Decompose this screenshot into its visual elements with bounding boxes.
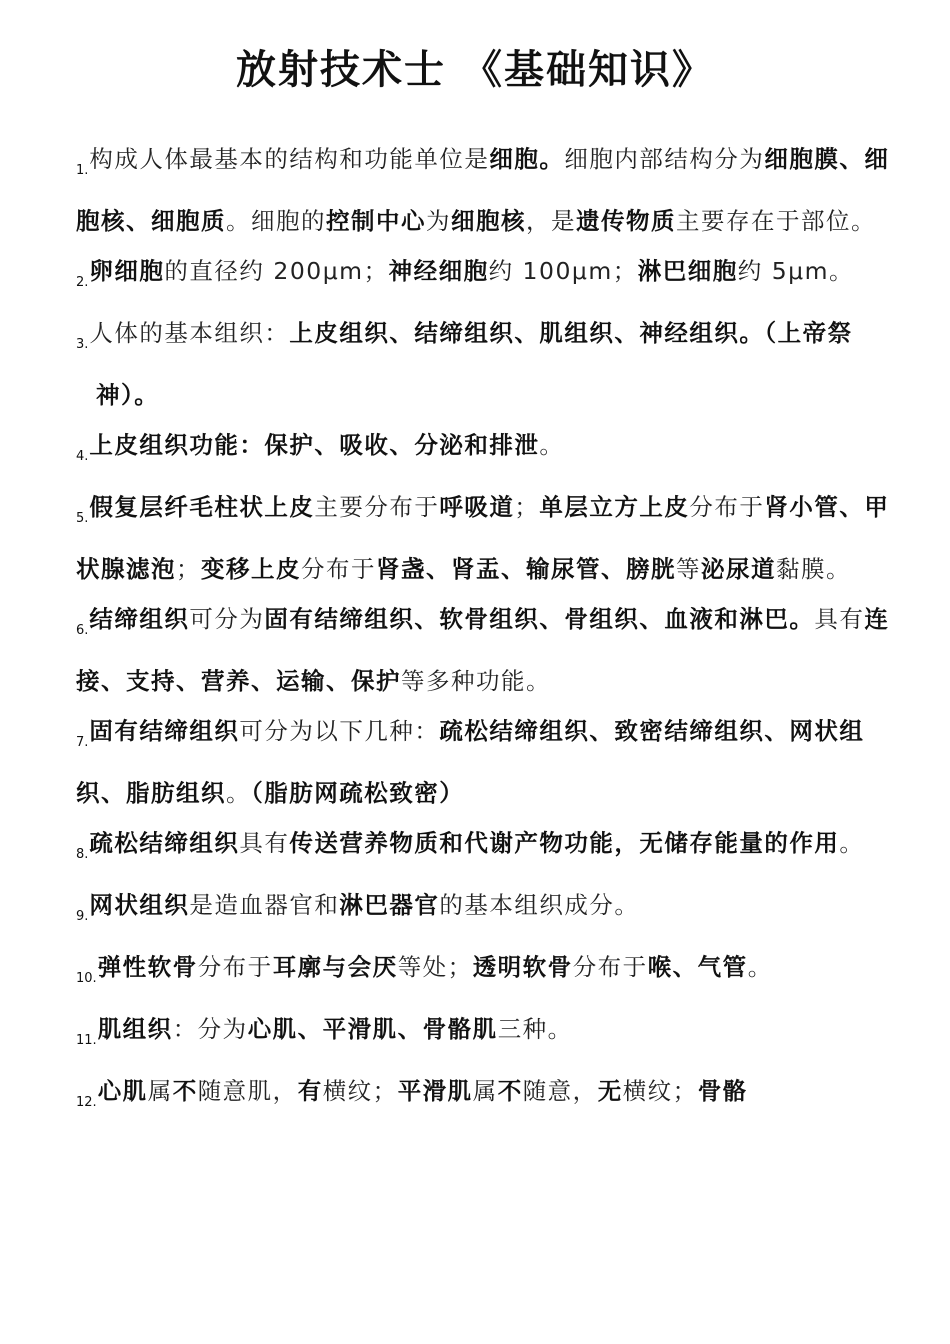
text-segment: 可分为以下几种： — [239, 717, 440, 745]
bold-segment: 不 — [172, 1077, 198, 1105]
text-segment: 可分为 — [189, 605, 265, 633]
text-segment: 。 — [226, 779, 251, 807]
list-item — [76, 1004, 894, 1066]
bold-segment: 上皮组织、结缔组织、肌组织、神经组织。（上帝祭神）。 — [96, 319, 853, 409]
bold-segment: 卵细胞 — [89, 257, 165, 285]
text-segment: 为 — [426, 207, 451, 235]
bold-segment: 泌尿道 — [701, 555, 776, 583]
text-segment: 。 — [539, 431, 565, 459]
list-item — [76, 1066, 894, 1128]
text-segment: 人体的基本组织： — [89, 319, 290, 347]
text-segment: 是造血器官和 — [189, 891, 340, 919]
bold-segment: 细胞核 — [451, 207, 526, 235]
text-segment: ：分为 — [172, 1015, 248, 1043]
item-text — [76, 145, 889, 235]
bold-segment: 肾盏、肾盂、输尿管、膀胱 — [376, 555, 676, 583]
list-item — [76, 134, 894, 246]
document-body — [76, 134, 894, 1128]
text-segment: 细胞内部结构分为 — [564, 145, 765, 173]
document-title: 放射技术士 《基础知识》 — [236, 47, 714, 93]
text-segment: 分布于 — [572, 953, 648, 981]
bold-segment: （脂肪网疏松致密） — [251, 779, 465, 807]
text-segment: 主要存在于部位。 — [676, 207, 876, 235]
list-item — [76, 942, 894, 1004]
item-number: 5. — [76, 511, 89, 526]
bold-segment: 呼吸道 — [439, 493, 515, 521]
text-segment: 等 — [676, 555, 701, 583]
item-number: 10. — [76, 971, 97, 986]
bold-segment: 平滑肌 — [397, 1077, 473, 1105]
text-segment: 等多种功能。 — [401, 667, 551, 695]
text-segment: 随意， — [522, 1077, 598, 1105]
text-segment: ； — [514, 493, 540, 521]
bold-segment: 心肌 — [97, 1077, 148, 1105]
text-segment: 分布于 — [301, 555, 376, 583]
text-segment: 随意肌， — [197, 1077, 298, 1105]
bold-segment: 细胞。 — [489, 145, 565, 173]
text-segment: ； — [176, 555, 201, 583]
text-segment: 。 — [839, 829, 865, 857]
item-text — [89, 891, 639, 919]
text-segment: 三种。 — [497, 1015, 573, 1043]
list-item — [76, 594, 894, 706]
text-segment: 构成人体最基本的结构和功能单位是 — [89, 145, 490, 173]
bold-segment: 控制中心 — [326, 207, 426, 235]
bold-segment: 细胞膜、细胞核、细胞质 — [76, 145, 890, 235]
item-text — [76, 605, 889, 695]
bold-segment: 神经细胞 — [388, 257, 489, 285]
item-number: 2. — [76, 275, 89, 290]
text-segment: ，是 — [526, 207, 576, 235]
item-number: 7. — [76, 735, 89, 750]
item-number: 3. — [76, 337, 89, 352]
text-segment: 等处； — [397, 953, 473, 981]
bold-segment: 肌组织 — [97, 1015, 173, 1043]
item-text — [89, 319, 852, 409]
item-number: 12. — [76, 1095, 97, 1110]
text-segment: 的直径约 200μm； — [164, 257, 389, 285]
list-item — [76, 482, 894, 594]
text-segment: 黏膜。 — [776, 555, 851, 583]
bold-segment: 骨骼 — [697, 1077, 748, 1105]
text-segment: 横纹； — [622, 1077, 698, 1105]
item-text — [89, 431, 564, 459]
text-segment: 分布于 — [689, 493, 765, 521]
item-text — [98, 1077, 748, 1105]
item-number: 1. — [76, 163, 89, 178]
bold-segment: 心肌、平滑肌、骨骼肌 — [247, 1015, 498, 1043]
bold-segment: 淋巴细胞 — [637, 257, 738, 285]
bold-segment: 遗传物质 — [576, 207, 676, 235]
item-number: 9. — [76, 909, 89, 924]
bold-segment: 不 — [497, 1077, 523, 1105]
item-text — [98, 953, 773, 981]
item-number: 8. — [76, 847, 89, 862]
text-segment: 分布于 — [197, 953, 273, 981]
text-segment: 属 — [147, 1077, 173, 1105]
text-segment: 。 — [747, 953, 773, 981]
list-item — [76, 818, 894, 880]
bold-segment: 连接、支持、营养、运输、保护 — [76, 605, 890, 695]
bold-segment: 传送营养物质和代谢产物功能，无储存能量的作用 — [289, 829, 840, 857]
bold-segment: 固有结缔组织 — [89, 717, 240, 745]
text-segment: 。细胞的 — [226, 207, 326, 235]
bold-segment: 结缔组织 — [89, 605, 190, 633]
list-item — [76, 880, 894, 942]
item-number: 11. — [76, 1033, 97, 1048]
text-segment: 属 — [472, 1077, 498, 1105]
text-segment: 约 5μm。 — [737, 257, 855, 285]
bold-segment: 网状组织 — [89, 891, 190, 919]
bold-segment: 淋巴器官 — [339, 891, 440, 919]
item-text — [76, 493, 889, 583]
bold-segment: 无 — [597, 1077, 623, 1105]
bold-segment: 弹性软骨 — [97, 953, 198, 981]
text-segment: 具有 — [814, 605, 865, 633]
text-segment: 主要分布于 — [314, 493, 440, 521]
list-item — [76, 706, 894, 818]
bold-segment: 疏松结缔组织 — [89, 829, 240, 857]
bold-segment: 疏松结缔组织、致密结缔组织、网状组织、脂肪组织 — [76, 717, 865, 807]
list-item — [76, 246, 894, 308]
item-number: 6. — [76, 623, 89, 638]
text-segment: 约 100μm； — [488, 257, 638, 285]
bold-segment: 肾小管、甲状腺滤泡 — [76, 493, 890, 583]
bold-segment: 上皮组织功能：保护、吸收、分泌和排泄 — [89, 431, 540, 459]
bold-segment: 喉、气管 — [647, 953, 748, 981]
bold-segment: 有 — [297, 1077, 323, 1105]
bold-segment: 耳廓与会厌 — [272, 953, 398, 981]
item-text — [89, 829, 864, 857]
bold-segment: 单层立方上皮 — [539, 493, 690, 521]
list-item — [76, 420, 894, 482]
text-segment: 的基本组织成分。 — [439, 891, 640, 919]
text-segment: 具有 — [239, 829, 290, 857]
item-text — [76, 717, 864, 807]
item-text — [89, 257, 854, 285]
bold-segment: 变移上皮 — [201, 555, 301, 583]
bold-segment: 假复层纤毛柱状上皮 — [89, 493, 315, 521]
item-text — [98, 1015, 573, 1043]
bold-segment: 透明软骨 — [472, 953, 573, 981]
bold-segment: 固有结缔组织、软骨组织、骨组织、血液和淋巴。 — [264, 605, 815, 633]
item-number: 4. — [76, 449, 89, 464]
list-item — [76, 308, 894, 420]
text-segment: 横纹； — [322, 1077, 398, 1105]
